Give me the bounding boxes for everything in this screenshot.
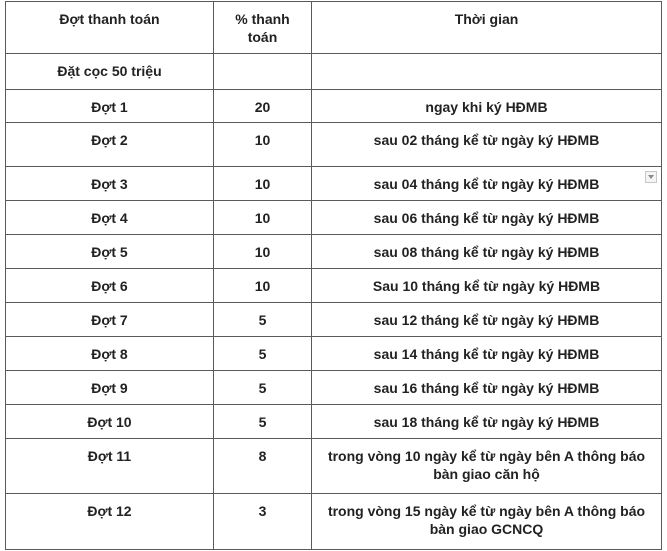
deposit-time <box>312 54 662 90</box>
percent-cell: 10 <box>214 269 312 303</box>
time-cell: sau 16 tháng kể từ ngày ký HĐMB <box>312 371 662 405</box>
table-row <box>6 90 662 123</box>
time-text: sau 04 tháng kể từ ngày ký HĐMB <box>373 176 600 192</box>
installment-cell: Đợt 7 <box>6 303 214 337</box>
installment-cell: Đợt 10 <box>6 405 214 439</box>
time-cell: sau 06 tháng kể từ ngày ký HĐMB <box>312 201 662 235</box>
percent-cell: 5 <box>214 337 312 371</box>
installment-cell: Đợt 4 <box>6 201 214 235</box>
installment-cell: Đợt 2 <box>6 123 214 167</box>
time-cell: sau 14 tháng kể từ ngày ký HĐMB <box>312 337 662 371</box>
time-cell: sau 08 tháng kể từ ngày ký HĐMB <box>312 235 662 269</box>
table-row <box>6 371 662 405</box>
time-cell <box>312 167 662 201</box>
table-row <box>6 201 662 235</box>
installment-cell: Đợt 9 <box>6 371 214 405</box>
table-row <box>6 303 662 337</box>
chevron-down-icon[interactable] <box>645 171 657 183</box>
table-row <box>6 439 662 494</box>
time-cell: ngay khi ký HĐMB <box>312 90 662 123</box>
time-cell: Sau 10 tháng kể từ ngày ký HĐMB <box>312 269 662 303</box>
table-header-row <box>6 2 662 54</box>
percent-cell: 8 <box>214 439 312 494</box>
percent-cell: 5 <box>214 371 312 405</box>
percent-cell: 5 <box>214 303 312 337</box>
installment-cell: Đợt 1 <box>6 90 214 123</box>
time-cell: sau 02 tháng kể từ ngày ký HĐMB <box>312 123 662 167</box>
time-cell: trong vòng 10 ngày kể từ ngày bên A thông báo bàn giao căn hộ <box>312 439 662 494</box>
time-cell: sau 18 tháng kể từ ngày ký HĐMB <box>312 405 662 439</box>
deposit-label: Đặt cọc 50 triệu <box>6 54 214 90</box>
installment-cell: Đợt 6 <box>6 269 214 303</box>
header-time: Thời gian <box>312 2 662 54</box>
percent-cell: 10 <box>214 167 312 201</box>
time-cell: sau 12 tháng kể từ ngày ký HĐMB <box>312 303 662 337</box>
installment-cell: Đợt 3 <box>6 167 214 201</box>
header-percent: % thanh toán <box>214 2 312 54</box>
installment-cell: Đợt 8 <box>6 337 214 371</box>
table-row <box>6 235 662 269</box>
table-row <box>6 269 662 303</box>
percent-cell: 10 <box>214 123 312 167</box>
table-row <box>6 494 662 550</box>
installment-cell: Đợt 5 <box>6 235 214 269</box>
percent-cell: 10 <box>214 201 312 235</box>
deposit-row <box>6 54 662 90</box>
table-row <box>6 337 662 371</box>
percent-cell: 10 <box>214 235 312 269</box>
table-row <box>6 123 662 167</box>
percent-cell: 20 <box>214 90 312 123</box>
table-row <box>6 167 662 201</box>
payment-schedule-table <box>5 1 662 550</box>
time-cell: trong vòng 15 ngày kể từ ngày bên A thông báo bàn giao GCNCQ <box>312 494 662 550</box>
percent-cell: 3 <box>214 494 312 550</box>
percent-cell: 5 <box>214 405 312 439</box>
header-installment: Đợt thanh toán <box>6 2 214 54</box>
installment-cell: Đợt 11 <box>6 439 214 494</box>
installment-cell: Đợt 12 <box>6 494 214 550</box>
deposit-percent <box>214 54 312 90</box>
table-row <box>6 405 662 439</box>
